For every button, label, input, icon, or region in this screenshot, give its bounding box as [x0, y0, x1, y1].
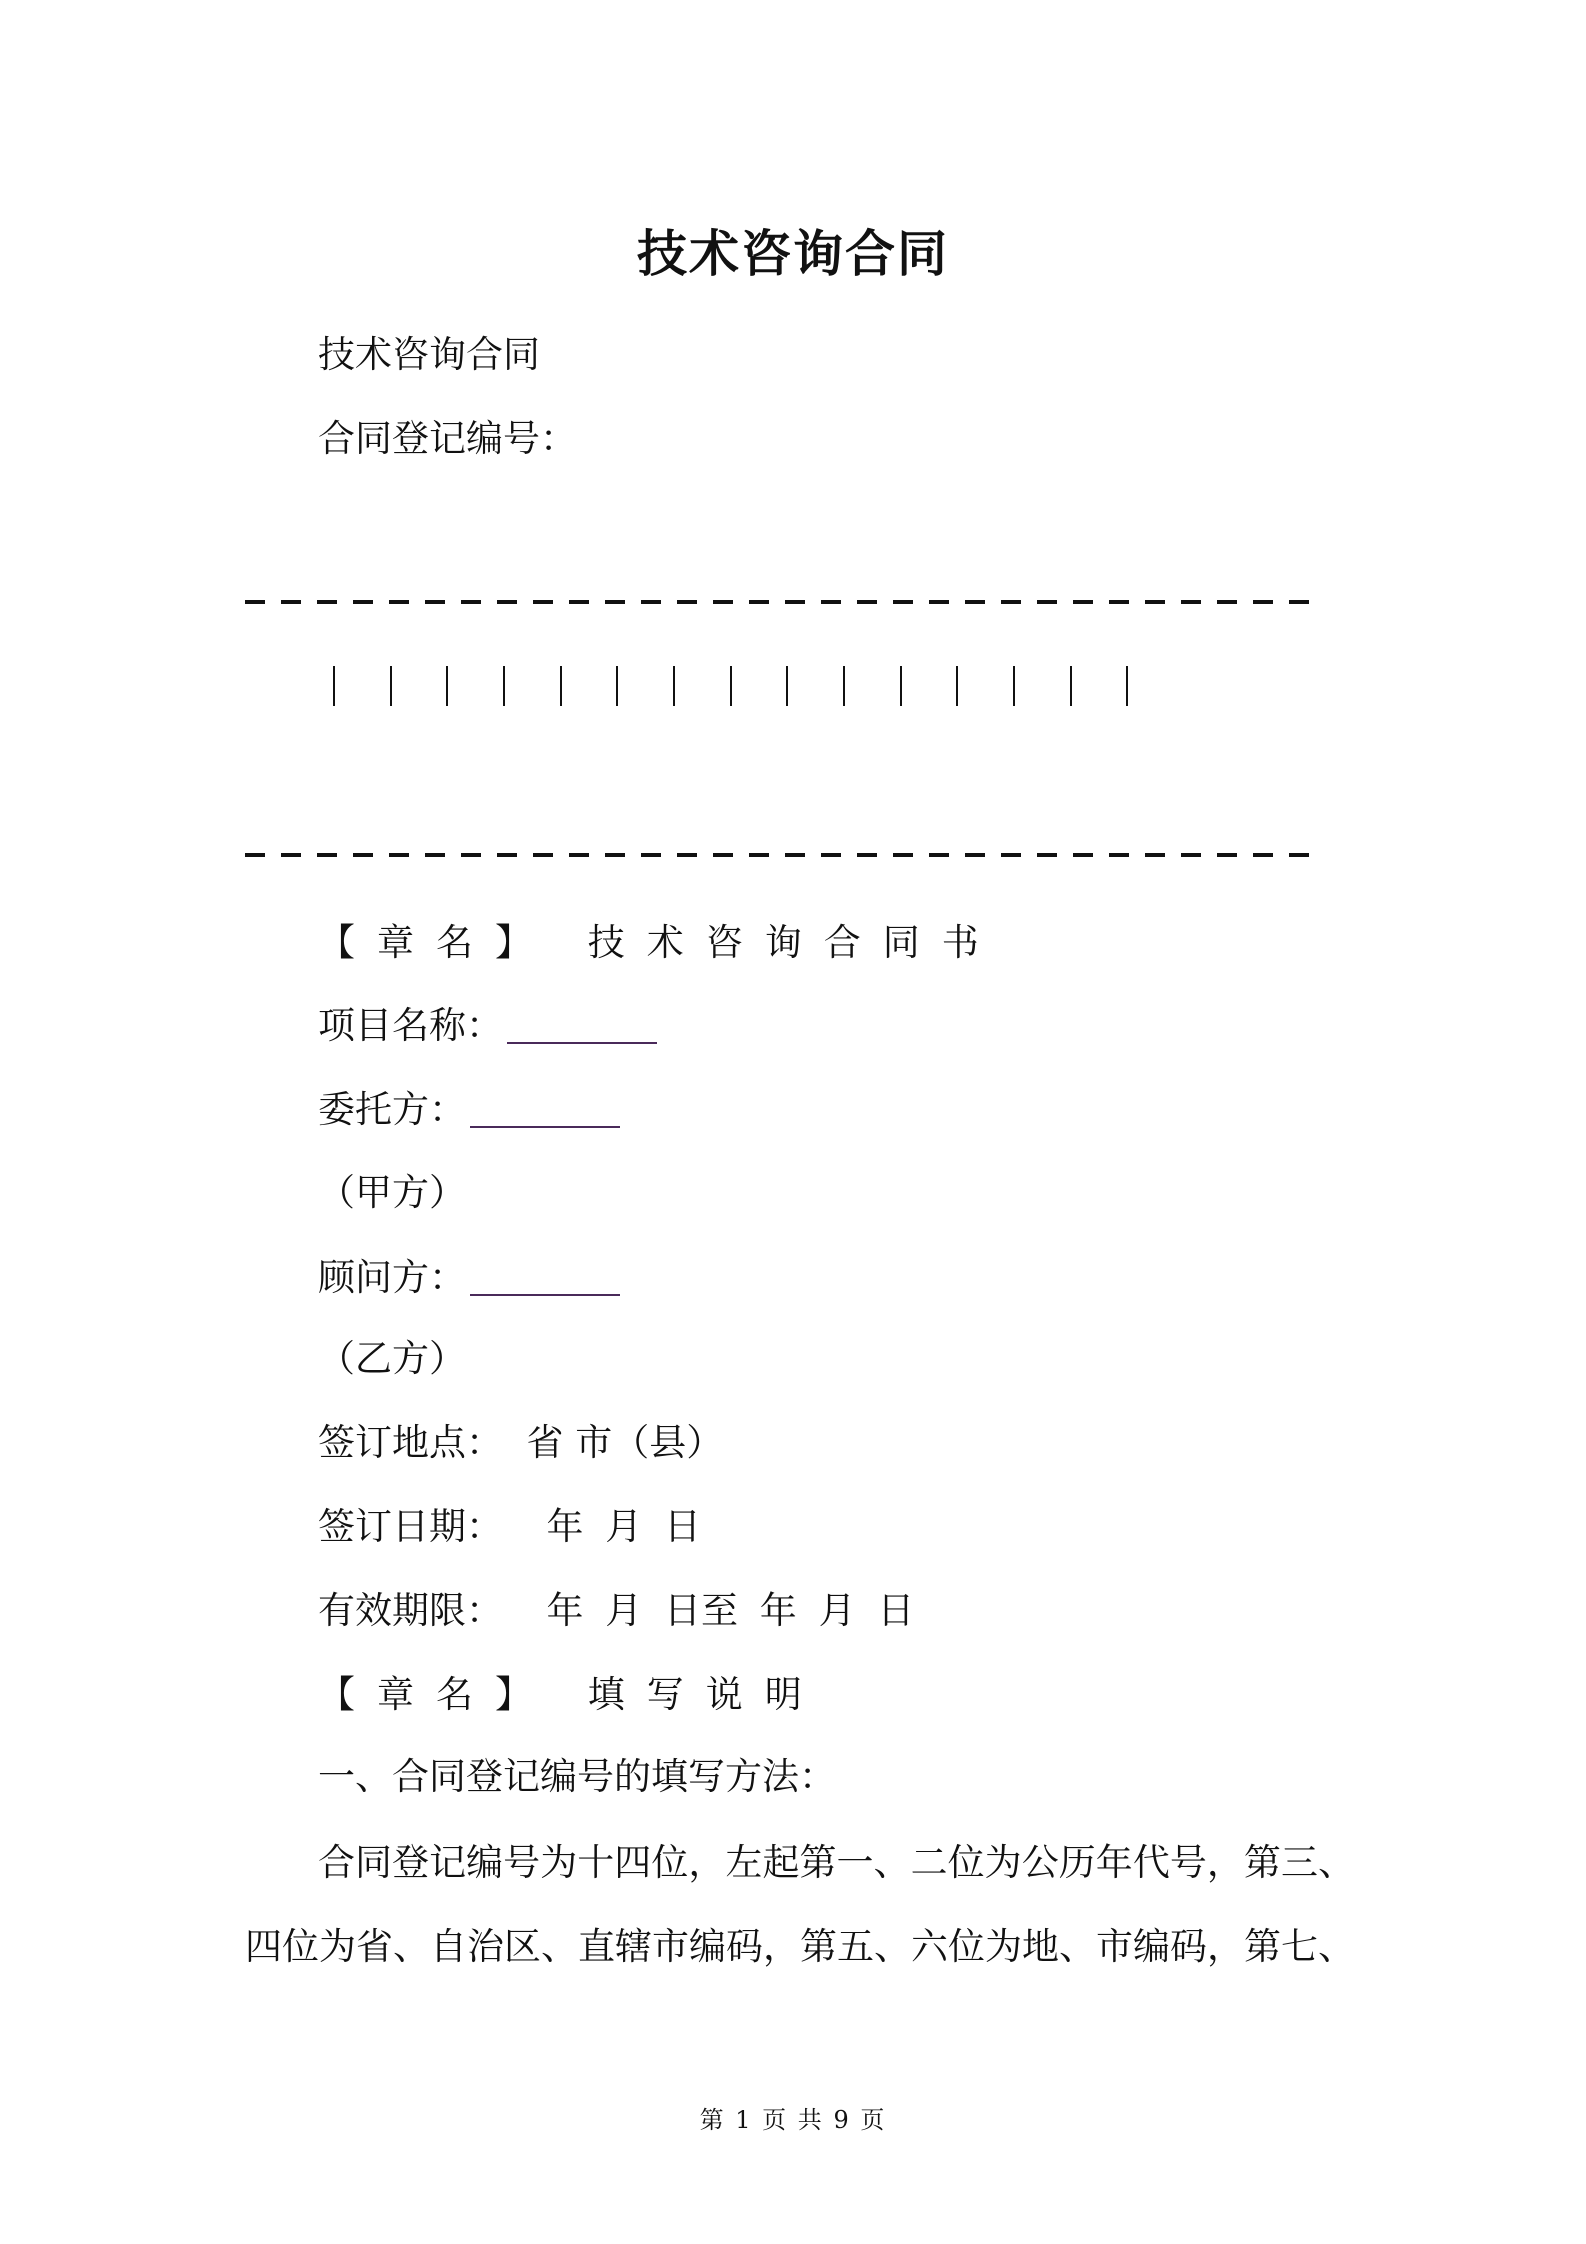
box-divider [1126, 666, 1128, 706]
document-subtitle: 技术咨询合同 [318, 333, 540, 376]
box-divider [333, 666, 335, 706]
box-divider [503, 666, 505, 706]
page-footer: 第 1 页 共 9 页 [699, 2106, 887, 2134]
box-divider [616, 666, 618, 706]
client-row [318, 1088, 620, 1131]
chapter-heading-instructions: 【章名】 填写说明 [318, 1673, 824, 1716]
box-divider [786, 666, 788, 706]
box-divider [730, 666, 732, 706]
registration-number-boxes [333, 666, 1153, 708]
box-divider [843, 666, 845, 706]
validity-line: 有效期限： 年 月 日至 年 月 日 [318, 1589, 915, 1632]
client-label: 委托方： [318, 1088, 466, 1131]
chapter-heading-contract: 【章名】 技术咨询合同书 [318, 921, 1001, 964]
box-divider [446, 666, 448, 706]
box-divider [956, 666, 958, 706]
section-body-paragraph: 合同登记编号为十四位，左起第一、二位为公历年代号，第三、四位为省、自治区、直辖市编码，第五、六位为地、市编码，第七、 [245, 1841, 1355, 1968]
registration-box-bottom-border [245, 853, 1325, 857]
consultant-label: 顾问方： [318, 1256, 466, 1299]
box-divider [1070, 666, 1072, 706]
document-title: 技术咨询合同 [637, 225, 949, 283]
project-name-label: 项目名称： [318, 1004, 503, 1047]
registration-box-top-border [245, 600, 1325, 604]
client-blank [470, 1090, 620, 1128]
box-divider [560, 666, 562, 706]
box-divider [1013, 666, 1015, 706]
box-divider [390, 666, 392, 706]
party-b-label: （乙方） [318, 1337, 466, 1380]
section-heading: 一、合同登记编号的填写方法： [318, 1755, 836, 1798]
registration-number-label: 合同登记编号： [318, 417, 577, 460]
box-divider [673, 666, 675, 706]
project-name-row [318, 1004, 657, 1047]
consultant-row [318, 1256, 620, 1299]
project-name-blank [507, 1006, 657, 1044]
sign-date-line: 签订日期： 年 月 日 [318, 1505, 702, 1548]
box-divider [900, 666, 902, 706]
party-a-label: （甲方） [318, 1171, 466, 1214]
consultant-blank [470, 1258, 620, 1296]
sign-place-line: 签订地点： 省 市（县） [318, 1421, 724, 1464]
